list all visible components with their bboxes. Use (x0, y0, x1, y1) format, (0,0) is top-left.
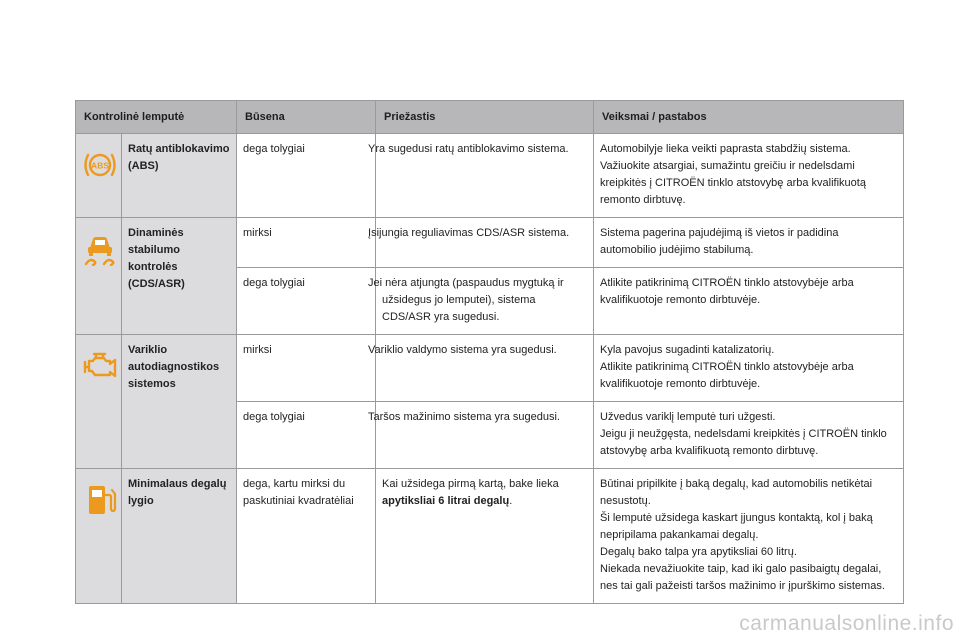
action-line: Sistema pagerina pajudėjimą iš vietos ir padidina automobilio judėjimo stabilumą. (600, 227, 839, 256)
actions-cell (594, 134, 904, 218)
action-line: Užvedus variklį lemputė turi užgesti. (600, 411, 776, 423)
table-row (76, 335, 904, 402)
svg-text:ABS: ABS (91, 160, 109, 171)
lamp-name: Ratų antiblokavimo (ABS) (122, 134, 237, 218)
icon-cell (76, 218, 122, 335)
header-state: Būsena (237, 101, 376, 134)
actions-cell (594, 469, 904, 604)
abs-icon (82, 148, 118, 182)
action-line: Atlikite patikrinimą CITROËN tinklo atstovybėje arba kvalifikuotoje remonto dirbtuvėje. (600, 361, 854, 390)
cause-cell (376, 469, 594, 604)
action-line: Jeigu ji neužgęsta, nedelsdami kreipkitės į CITROËN tinklo atstovybę arba kvalifikuotą remonto dirbtuvę. (600, 428, 887, 457)
icon-cell (76, 335, 122, 469)
cause-cell: Yra sugedusi ratų antiblokavimo sistema. (376, 134, 594, 218)
header-actions: Veiksmai / pastabos (594, 101, 904, 134)
actions-cell (594, 218, 904, 268)
actions-cell (594, 402, 904, 469)
state-cell: dega tolygiai (237, 268, 376, 335)
state-cell: dega tolygiai (237, 134, 376, 218)
warning-lamps-table (75, 100, 904, 604)
lamp-name: Dinaminės stabilumo kontrolės (CDS/ASR) (122, 218, 237, 335)
actions-cell (594, 335, 904, 402)
state-cell: mirksi (237, 218, 376, 268)
cause-text: Kai užsidega pirmą kartą, bake lieka (382, 478, 559, 490)
table-row (76, 218, 904, 268)
cause-cell: Įsijungia reguliavimas CDS/ASR sistema. (376, 218, 594, 268)
cause-cell: Jei nėra atjungta (paspaudus mygtuką ir užsidegus jo lemputei), sistema CDS/ASR yra sugedusi. (376, 268, 594, 335)
table-row (76, 469, 904, 604)
icon-cell (76, 134, 122, 218)
cause-suffix: . (509, 495, 513, 507)
action-line: Ši lemputė užsidega kaskart įjungus kontaktą, kol į baką nepripilama pakankamai degalų. (600, 512, 873, 541)
action-line: Važiuokite atsargiai, sumažintu greičiu ir nedelsdami kreipkitės į CITROËN tinklo atstovybę arba kvalifikuotą remonto dirbtuvę. (600, 160, 866, 206)
action-line: Atlikite patikrinimą CITROËN tinklo atstovybėje arba kvalifikuotoje remonto dirbtuvėje. (600, 277, 854, 306)
state-cell: mirksi (237, 335, 376, 402)
state-cell: dega, kartu mirksi du paskutiniai kvadratėliai (237, 469, 376, 604)
header-warning-lamp: Kontrolinė lemputė (76, 101, 237, 134)
action-line: Automobilyje lieka veikti paprasta stabdžių sistema. (600, 143, 851, 155)
header-cause: Priežastis (376, 101, 594, 134)
action-line: Būtinai pripilkite į baką degalų, kad automobilis netikėtai nesustotų. (600, 478, 873, 507)
cause-emphasis: apytiksliai 6 litrai degalų (382, 495, 510, 507)
cause-cell: Taršos mažinimo sistema yra sugedusi. (376, 402, 594, 469)
stability-control-icon (82, 232, 118, 266)
state-cell: dega tolygiai (237, 402, 376, 469)
lamp-name: Minimalaus degalų lygio (122, 469, 237, 604)
fuel-pump-icon (82, 483, 118, 517)
table-row (76, 134, 904, 218)
lamp-name: Variklio autodiagnostikos sistemos (122, 335, 237, 469)
engine-icon (82, 349, 118, 383)
actions-cell (594, 268, 904, 335)
action-line: Degalų bako talpa yra apytiksliai 60 litrų. (600, 546, 797, 558)
action-line: Kyla pavojus sugadinti katalizatorių. (600, 344, 775, 356)
cause-cell: Variklio valdymo sistema yra sugedusi. (376, 335, 594, 402)
action-line: Niekada nevažiuokite taip, kad iki galo pasibaigtų degalai, nes tai gali pažeisti taršos mažinimo ir įpurškimo sistemas. (600, 563, 885, 592)
watermark: carmanualsonline.info (739, 612, 954, 635)
icon-cell (76, 469, 122, 604)
table-header-row (76, 101, 904, 134)
